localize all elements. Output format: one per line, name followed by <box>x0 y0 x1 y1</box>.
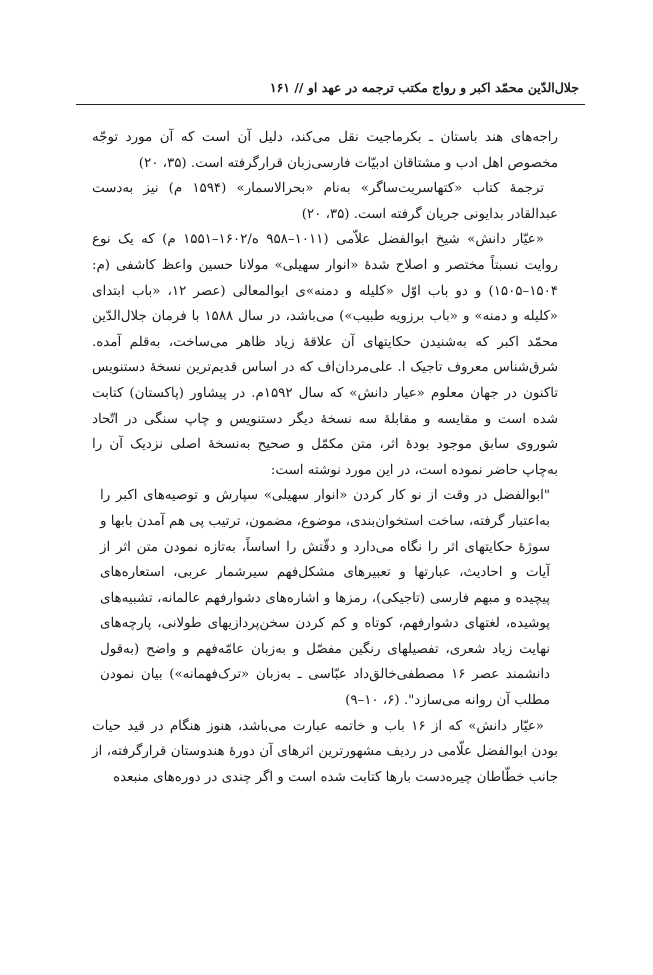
paragraph-continuation: راجه‌های هند باستان ـ بکرماجیت نقل می‌کند، دلیل آن است که آن مورد توجّه مخصوص اهل ادب و مشتاقان ادبیّات فارسی‌زبان قرارگرفته است. (۳۵، ۲۰) <box>92 130 558 171</box>
header-title: جلال‌الدّین محمّد اکبر و رواج مکتب ترجمه در عهد او // ۱۶۱ <box>269 80 579 95</box>
paragraph-bahr-al-asmar: ترجمهٔ کتاب «کتهاسریت‌ساگر» به‌نام «بحرالاسمار» (۱۵۹۴ م) نیز به‌دست عبدالقادر بدایونی جریان گرفته است. (۳۵، ۲۰) <box>92 181 558 222</box>
paragraph-closing: «عیّار دانش» که از ۱۶ باب و خاتمه عبارت می‌باشد، هنوز هنگام در قید حیات بودن ابوالفضل علّامی در ردیف مشهورترین اثرهای آن دورهٔ هندوستان قرارگرفته، از جانب خطّاطان چیره‌دست بارها کتابت شده است و اگر چندی در دوره‌های منبعده <box>92 718 558 785</box>
body-text <box>92 125 558 790</box>
running-header <box>76 74 585 105</box>
block-quote: "ابوالفضل در وقت از نو کار کردن «انوار سهیلی» سپارش و توصیه‌های اکبر را به‌اعتبار گرفته، ساخت استخوان‌بندی، موضوع، مضمون، ترتیب پی هم آمدن بابها و سوژهٔ حکایتهای اثر را نگاه می‌دارد و دقّتش را اساساً، به‌تازه نمودن متن اثر از آیات و احادیث، عبارتها و تعبیرهای مشکل‌فهم سیرشمار عربی، استعاره‌های پیچیده و مبهم فارسی (تاجیکی)، رمزها و اشاره‌های دشوارفهم عالمانه، تشبیه‌های پوشیده، لغتهای دشوارفهم، کوتاه و کم کردن سخن‌پردازیهای طولانی، پارچه‌های نهایت زیاد شعری، تفصیلهای رنگین مفصّل و به‌زبان عامّه‌فهم و واضح (به‌قول دانشمند عصر ۱۶ مصطفی‌خالق‌داد عبّاسی ـ به‌زبان «ترک‌فهمانه») بیان نمودن مطلب آن روانه می‌سازد". (۶، ۱۰–۹) <box>100 488 551 709</box>
paragraph-ayyar-danesh: «عیّار دانش» شیخ ابوالفضل علاّمی (۱۰۱۱–۹۵۸ ه/۱۶۰۲–۱۵۵۱ م) که یک نوع روایت نسبتاً مختصر و اصلاح شدهٔ «انوار سهیلی» مولانا حسین واعظ کاشفی (م: ۱۵۰۴–۱۵۰۵) و دو باب اوّل «کلیله و دمنه»ی ابوالمعالی (عصر ۱۲، «باب ابتدای «کلیله و دمنه» و «باب برزویه طبیب») می‌باشد، در سال ۱۵۸۸ با فرمان جلال‌الدّین محمّد اکبر که به‌شنیدن حکایتهای آن علاقهٔ زیاد ظاهر می‌ساخت، به‌قلم آمده. شرق‌شناس معروف تاجیک ا. علی‌مردان‌اف که در اساس قدیم‌ترین نسخهٔ دستنویس تاکنون در جهان معلوم «عیار دانش» که سال ۱۵۹۲م. در پیشاور (پاکستان) کتابت شده است و مقایسه و مقابلهٔ سه نسخهٔ دیگر دستنویس و چاپ سنگی در اتّحاد شوروی سابق موجود بودهٔ اثر، متن مکمّل و صحیح به‌نسخهٔ اصلی نزدیک آن را به‌چاپ حاضر نموده است، در این مورد نوشته است: <box>92 232 559 478</box>
